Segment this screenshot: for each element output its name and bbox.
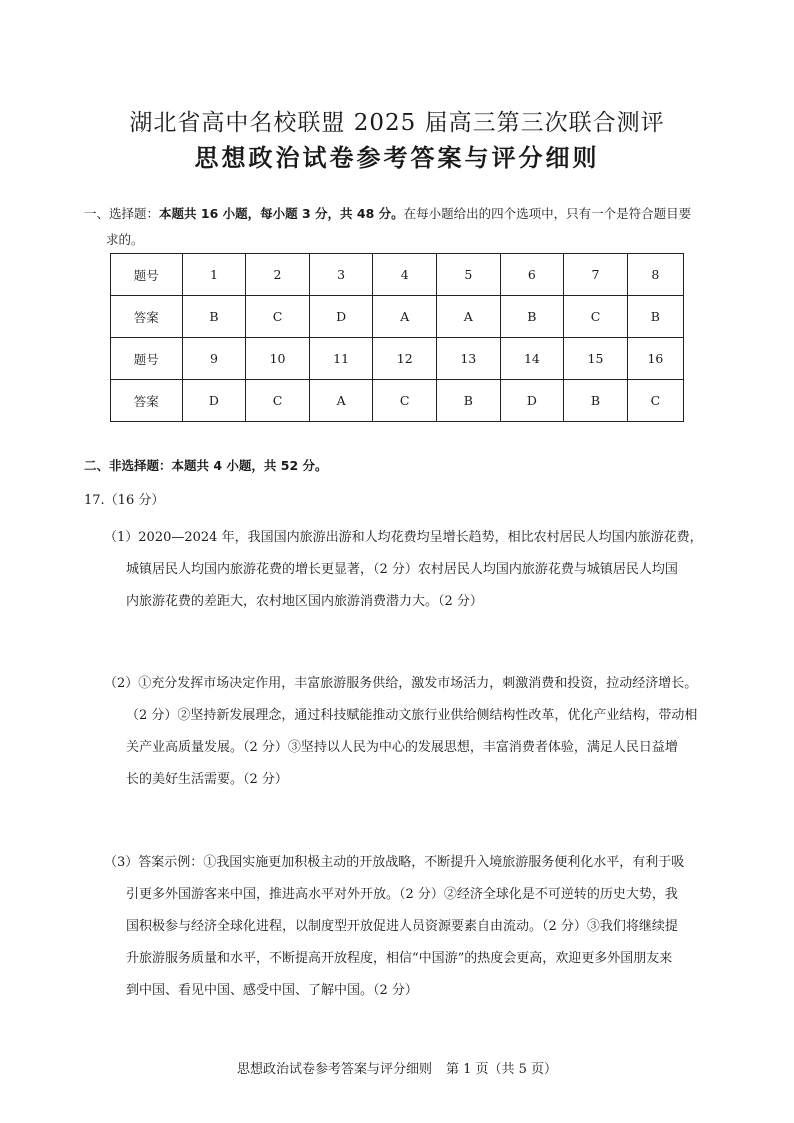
q17-part-1 xyxy=(104,522,724,618)
answer-cell: A xyxy=(309,380,373,422)
answer-cell: C xyxy=(564,296,628,338)
q17-part-3-line: 国积极参与经济全球化进程，以制度型开放促进人员资源要素自由流动。（2 分）③我们将继续提 xyxy=(126,919,678,934)
question-number-cell: 7 xyxy=(564,254,628,296)
answer-table xyxy=(110,253,684,422)
q17-part-2-line: 关产业高质量发展。（2 分）③坚持以人民为中心的发展思想，丰富消费者体验，满足人民日益增 xyxy=(126,740,678,755)
row-label: 题号 xyxy=(111,338,183,380)
answer-table-row xyxy=(111,380,684,422)
row-label: 答案 xyxy=(111,296,183,338)
answer-cell: C xyxy=(627,380,683,422)
footer-doc-name: 思想政治试卷参考答案与评分细则 xyxy=(236,1062,432,1077)
question-number-cell: 2 xyxy=(246,254,310,296)
answer-table-row xyxy=(111,296,684,338)
document-subtitle: 思想政治试卷参考答案与评分细则 xyxy=(194,144,600,172)
question-number-cell: 11 xyxy=(309,338,373,380)
answer-cell: C xyxy=(246,380,310,422)
section-1-instructions: 在每小题给出的四个选项中，只有一个是符合题目要 xyxy=(403,206,692,221)
answer-cell: B xyxy=(500,296,564,338)
question-number-cell: 8 xyxy=(627,254,683,296)
answer-cell: A xyxy=(437,296,501,338)
q17-part-3-line: 引更多外国游客来中国，推进高水平对外开放。（2 分）②经济全球化是不可逆转的历史大势，我 xyxy=(126,887,678,902)
footer-page-number: 第 1 页（共 5 页） xyxy=(445,1062,558,1077)
answer-cell: B xyxy=(627,296,683,338)
answer-cell: C xyxy=(246,296,310,338)
question-number-cell: 3 xyxy=(309,254,373,296)
question-number-cell: 5 xyxy=(437,254,501,296)
answer-cell: D xyxy=(309,296,373,338)
q17-part-1-line: 城镇居民人均国内旅游花费的增长更显著，（2 分）农村居民人均国内旅游花费与城镇居民人均国 xyxy=(126,562,678,577)
exam-title: 湖北省高中名校联盟 2025 届高三第三次联合测评 xyxy=(129,110,665,136)
q17-part-3 xyxy=(104,847,724,1007)
question-number-cell: 4 xyxy=(373,254,437,296)
answer-cell: C xyxy=(373,380,437,422)
answer-cell: B xyxy=(182,296,246,338)
answer-cell: A xyxy=(373,296,437,338)
section-2-heading: 二、非选择题：本题共 4 小题，共 52 分。 xyxy=(84,458,328,473)
q17-part-2 xyxy=(104,668,724,796)
answer-cell: D xyxy=(500,380,564,422)
page-footer xyxy=(0,1058,794,1077)
row-label: 答案 xyxy=(111,380,183,422)
row-label: 题号 xyxy=(111,254,183,296)
q17-part-1-line: （1）2020—2024 年，我国国内旅游出游和人均花费均呈增长趋势，相比农村居民人均国内旅游花费， xyxy=(104,530,703,545)
answer-cell: B xyxy=(437,380,501,422)
q17-part-3-line: 升旅游服务质量和水平，不断提高开放程度，相信“中国游”的热度会更高，欢迎更多外国朋友来 xyxy=(126,951,673,966)
section-1-prefix: 一、选择题： xyxy=(84,206,160,221)
question-number-cell: 12 xyxy=(373,338,437,380)
question-17-label: 17.（16 分） xyxy=(84,493,165,508)
q17-part-2-line: （2）①充分发挥市场决定作用，丰富旅游服务供给，激发市场活力，刺激消费和投资，拉动经济增长。 xyxy=(104,676,698,691)
section-1-heading xyxy=(84,201,724,253)
question-number-cell: 10 xyxy=(246,338,310,380)
question-number-cell: 1 xyxy=(182,254,246,296)
question-number-cell: 13 xyxy=(437,338,501,380)
section-1-instructions-cont: 求的。 xyxy=(106,232,144,247)
section-1-score-info: 本题共 16 小题，每小题 3 分，共 48 分。 xyxy=(159,206,404,221)
question-number-cell: 14 xyxy=(500,338,564,380)
q17-part-2-line: （2 分）②坚持新发展理念，通过科技赋能推动文旅行业供给侧结构性改革，优化产业结构，带动相 xyxy=(126,708,698,723)
answer-cell: D xyxy=(182,380,246,422)
q17-part-1-line: 内旅游花费的差距大，农村地区国内旅游消费潜力大。（2 分） xyxy=(126,594,483,609)
question-number-cell: 15 xyxy=(564,338,628,380)
q17-part-2-line: 长的美好生活需要。（2 分） xyxy=(126,772,288,787)
q17-part-3-line: 到中国、看见中国、感受中国、了解中国。（2 分） xyxy=(126,983,418,998)
answer-table-row xyxy=(111,254,684,296)
q17-part-3-line: （3）答案示例：①我国实施更加积极主动的开放战略，不断提升入境旅游服务便利化水平，有利于吸 xyxy=(104,855,685,870)
question-number-cell: 16 xyxy=(627,338,683,380)
question-number-cell: 9 xyxy=(182,338,246,380)
answer-table-row xyxy=(111,338,684,380)
answer-cell: B xyxy=(564,380,628,422)
question-number-cell: 6 xyxy=(500,254,564,296)
